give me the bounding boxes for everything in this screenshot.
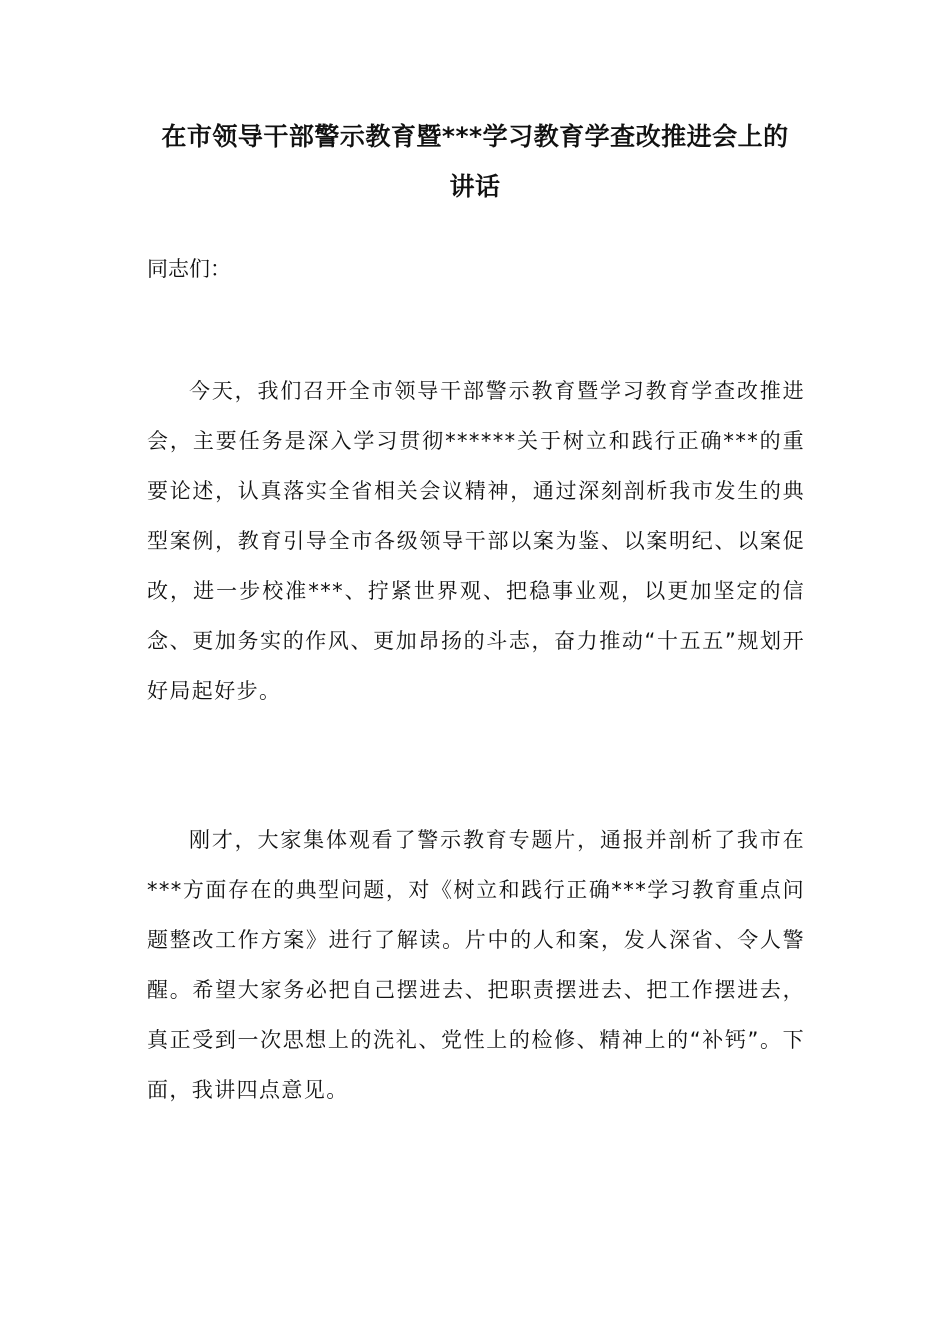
paragraph-2: 刚才，大家集体观看了警示教育专题片，通报并剖析了我市在***方面存在的典型问题，对《树立和践行正确***学习教育重点问题整改工作方案》进行了解读。片中的人和案，发人深省、令人警醒。希望大家务必把自己摆进去、把职责摆进去、把工作摆进去，真正受到一次思想上的洗礼、党性上的检修、精神上的“补钙”。下面，我讲四点意见。	[147, 828, 805, 1102]
salutation: 同志们：	[147, 257, 231, 281]
paragraph-1: 今天，我们召开全市领导干部警示教育暨学习教育学查改推进会，主要任务是深入学习贯彻******关于树立和践行正确***的重要论述，认真落实全省相关会议精神，通过深刻剖析我市发生的典型案例，教育引导全市各级领导干部以案为鉴、以案明纪、以案促改，进一步校准***、拧紧世界观、把稳事业观，以更加坚定的信念、更加务实的作风、更加昂扬的斗志，奋力推动“十五五”规划开好局起好步。	[147, 379, 805, 703]
document-title: 在市领导干部警示教育暨***学习教育学查改推进会上的讲话	[161, 122, 789, 201]
